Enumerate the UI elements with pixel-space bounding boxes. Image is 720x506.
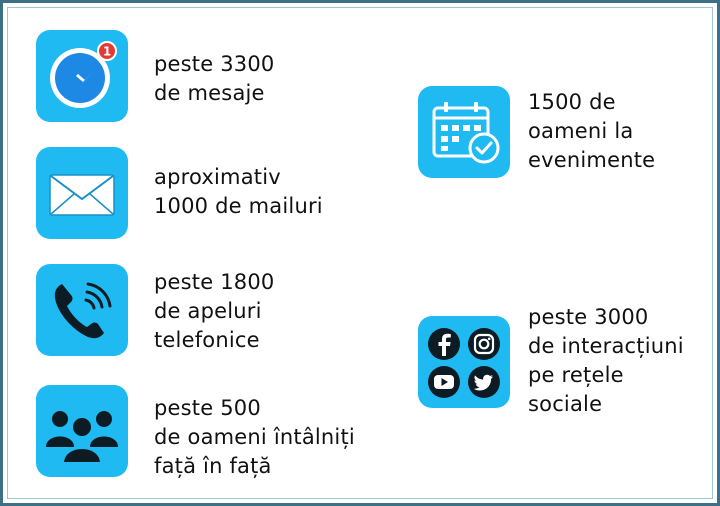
- stat-line: sociale: [528, 392, 603, 416]
- stat-events-text: [528, 88, 655, 175]
- envelope-icon: [36, 147, 128, 239]
- stat-line: față în față: [154, 454, 272, 478]
- facebook-icon: [428, 328, 460, 360]
- stat-social-text: [528, 303, 684, 419]
- stat-line: de mesaje: [154, 81, 265, 105]
- calendar-check-icon: [418, 86, 510, 178]
- stat-line: peste 3000: [528, 305, 649, 329]
- stat-line: telefonice: [154, 328, 260, 352]
- stat-line: peste 500: [154, 396, 261, 420]
- stat-line: aproximativ: [154, 165, 281, 189]
- stat-line: oameni la: [528, 119, 634, 143]
- email-tile: [36, 147, 128, 239]
- people-tile: [36, 385, 128, 477]
- stat-line: 1500 de: [528, 90, 616, 114]
- stat-line: pe rețele: [528, 363, 624, 387]
- stat-line: peste 3300: [154, 52, 275, 76]
- youtube-icon: [428, 366, 460, 398]
- stat-emails-text: [154, 163, 323, 221]
- social-tile: [418, 316, 510, 408]
- stat-people-text: [154, 394, 355, 481]
- social-media-icon: [418, 316, 510, 408]
- messenger-tile: [36, 30, 128, 122]
- instagram-icon: [468, 328, 500, 360]
- stat-line: de oameni întâlniți: [154, 425, 355, 449]
- stat-messages-text: [154, 50, 274, 108]
- calendar-tile: [418, 86, 510, 178]
- stat-line: evenimente: [528, 148, 656, 172]
- stat-calls-text: [154, 268, 274, 355]
- notification-badge: 1: [102, 44, 112, 59]
- stat-line: 1000 de mailuri: [154, 194, 323, 218]
- stat-line: peste 1800: [154, 270, 275, 294]
- phone-icon: [36, 264, 128, 356]
- people-icon: [36, 385, 128, 477]
- twitter-icon: [468, 366, 500, 398]
- stat-line: de apeluri: [154, 299, 262, 323]
- messenger-icon: [36, 30, 128, 122]
- stat-line: de interacțiuni: [528, 334, 684, 358]
- phone-tile: [36, 264, 128, 356]
